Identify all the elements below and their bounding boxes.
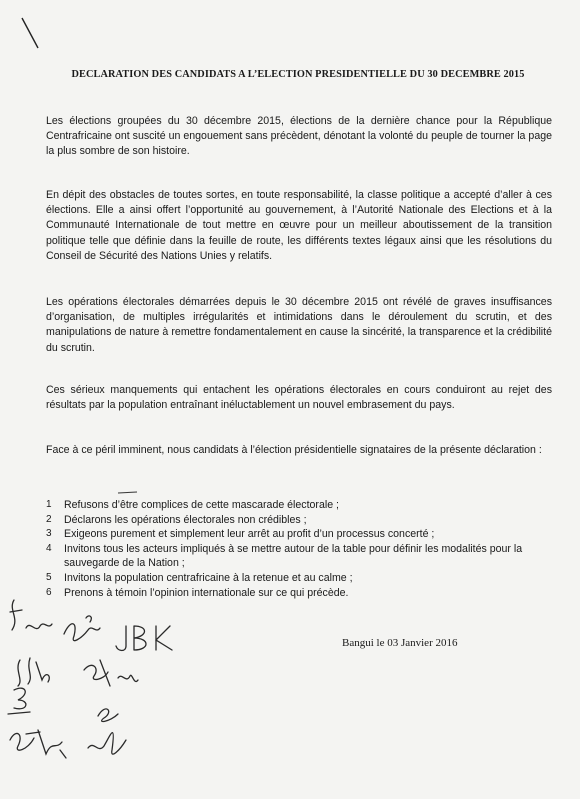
signature — [64, 616, 100, 641]
signature — [88, 733, 126, 754]
pen-stroke-mark — [16, 14, 46, 54]
list-item: 4 Invitons tous les acteurs impliqués à se mettre autour de la table pour définir les modalités pour la sauvegarde de la Nation ; — [46, 542, 523, 570]
paragraph-shortcomings: Ces sérieux manquements qui entachent les opérations électorales en cours conduiront au rejet des résultats par la population entraînant inéluctablement un nouvel embrasement du pays. — [46, 384, 552, 412]
list-item: 6 Prenons à témoin l’opinion internationale sur ce qui précède. — [46, 586, 349, 599]
paragraph-obstacles: En dépit des obstacles de toutes sortes, en toute responsabilité, la classe politique a accepté d’aller à ces élections. Elle a ainsi offert l’opportunité au gouvernement, à l’Autorité Nationale des Elections et à la Communauté Internationale de tout mettre en œuvre pour un meilleur aboutissement de la transition politique telle que définie dans la feuille de route, les différents textes légaux ainsi que les résolutions du Conseil de Sécurité des Nations Unies y relatifs. — [46, 189, 552, 262]
declaration-title: DECLARATION DES CANDIDATS A L’ELECTION PRESIDENTIELLE DU 30 DECEMBRE 2015 — [71, 69, 525, 80]
paragraph-operations: Les opérations électorales démarrées depuis le 30 décembre 2015 ont révélé de graves insuffisances d’organisation, de multiples irrégularités et intimidations dans le déroulement du scrutin, et des manipulations de nature à remettre fondamentalement en cause la sincérité, la transparence et la crédibilité du scrutin. — [46, 296, 552, 354]
place-and-date: Bangui le 03 Janvier 2016 — [342, 637, 458, 649]
signature — [10, 600, 52, 630]
list-item: 5 Invitons la population centrafricaine à la retenue et au calme ; — [46, 571, 353, 584]
handwritten-dash — [117, 490, 139, 495]
signature — [116, 626, 172, 651]
signatures-block — [0, 590, 300, 795]
list-item: 1 Refusons d’être complices de cette mascarade électorale ; — [46, 499, 339, 511]
signature — [98, 709, 118, 722]
signature — [18, 658, 49, 686]
signature — [10, 730, 62, 754]
paragraph-peril: Face à ce péril imminent, nous candidats à l’élection présidentielle signataires de la présente déclaration : — [46, 444, 542, 456]
list-item: 3 Exigeons purement et simplement leur arrêt au profit d’un processus concerté ; — [46, 528, 435, 541]
list-item: 2 Déclarons les opérations électorales non crédibles ; — [46, 513, 307, 526]
signature — [118, 675, 138, 681]
paragraph-elections: Les élections groupées du 30 décembre 2015, élections de la dernière chance pour la République Centrafricaine ont suscité un engouement sans précèdent, dénotant la volonté du peuple de tourner la page la plus sombre de son histoire. — [46, 115, 552, 158]
signature — [60, 750, 66, 758]
resolution-list — [46, 498, 556, 600]
signature — [84, 660, 110, 686]
signature — [8, 688, 30, 714]
